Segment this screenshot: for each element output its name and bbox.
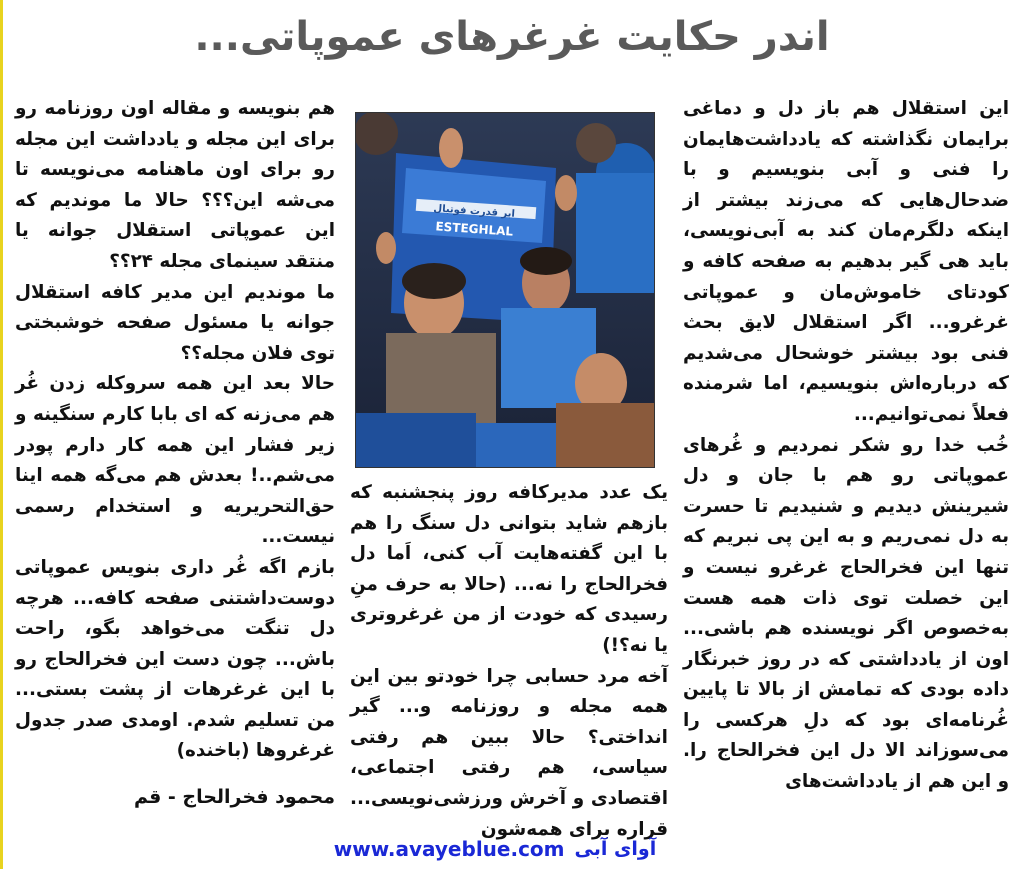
footer bbox=[330, 832, 660, 866]
paragraph: این استقلال هم باز دل و دماغی برایمان نگذاشته که یادداشت‌هایمان را فنی و آبی بنویسیم و با ضدحال‌هایی که می‌زند بیشتر از اینکه دلگرم‌مان کند به آبی‌نویسی، باید هی گیر بدهیم به صفحه کافه و کودتای خاموش‌مان و عموپاتی غرغرو... اگر استقلال لایق بحث فنی بود بیشتر خوشحال می‌شدیم که درباره‌اش بنویسیم، اما شرمنده فعلاً نمی‌توانیم... bbox=[683, 98, 1009, 425]
paragraph: بازم اگه غُر داری بنویس عموپاتی دوست‌داشتنی صفحه کافه... هرچه دل تنگت می‌خواهد بگو، راحت باش... چون دست این فخرالحاج رو با این غرغرهات از پشت بستی... من تسلیم شدم. اومدی صدر جدول غرغروها (باخنده) bbox=[15, 556, 335, 762]
author-signature: محمود فخرالحاج - قم bbox=[133, 786, 335, 808]
footer-url[interactable]: www.avayeblue.com bbox=[333, 837, 565, 861]
paragraph: آخه مرد حسابی چرا خودتو بین این همه مجله و روزنامه و... گیر انداختی؟ حالا ببین هم رفتی سیاسی، هم رفتی اجتماعی، اقتصادی و آخرش ورزشی‌نویسی... قراره برای همه‌شون bbox=[350, 665, 668, 840]
page-edge-stripe bbox=[0, 0, 3, 869]
footer-brand: آوای آبی bbox=[574, 838, 657, 860]
article-column-right bbox=[683, 94, 1009, 798]
paragraph: یک عدد مدیرکافه روز پنجشنبه که بازهم شاید بتوانی دل سنگ را هم با این گفته‌هایت آب کنی، اَما دل فخرالحاج را نه... (حالا به حرف منِ رسیدی که خودت از من غرغروتری یا نه؟!) bbox=[350, 482, 668, 656]
paragraph: خُب خدا رو شکر نمردیم و غُرهای عموپاتی رو هم با جان و دل شیرینش دیدیم و شنیدیم تا حسرت به دل نمی‌ریم و به این پی نبریم که تنها این فخرالحاج غرغرو نیست و این خصلت توی ذات همه هست به‌خصوص اگر نویسنده هم باشی... اون از یادداشتی که در روز خبرنگار داده بودی که تمامش از بالا تا پایین غُرنامه‌ای بود که دلِ هرکسی را می‌سوزاند الا دل این فخرالحاج را. و این هم از یادداشت‌های bbox=[683, 434, 1009, 793]
scarf-text: ESTEGHLAL bbox=[435, 219, 514, 239]
article-column-middle bbox=[350, 478, 668, 845]
fans-photo bbox=[355, 112, 655, 468]
scarf-text-fa: ابر قدرت فوتبال bbox=[433, 203, 516, 220]
article-column-left bbox=[15, 94, 335, 767]
paragraph: هم بنویسه و مقاله اون روزنامه رو برای این مجله و یادداشت این مجله رو برای اون ماهنامه می‌نویسه تا می‌شه این؟؟؟ حالا ما موندیم که این عموپاتی استقلال جوانه یا منتقد سینمای مجله ۲۴؟؟ bbox=[15, 98, 335, 272]
article-headline: اندر حکایت غرغرهای عموپاتی... bbox=[194, 14, 830, 60]
paragraph: ما موندیم این مدیر کافه استقلال جوانه یا مسئول صفحه خوشبختی توی فلان مجله؟؟ bbox=[15, 281, 335, 364]
paragraph: حالا بعد این همه سروکله زدن غُر هم می‌زنه که ای بابا کارم سنگینه و زیر فشار این همه کار دارم پودر می‌شم..! بعدش هم می‌گه همه اینا حق‌التحریریه و استخدام رسمی نیست... bbox=[15, 373, 335, 548]
fans-photo-image bbox=[356, 113, 654, 467]
